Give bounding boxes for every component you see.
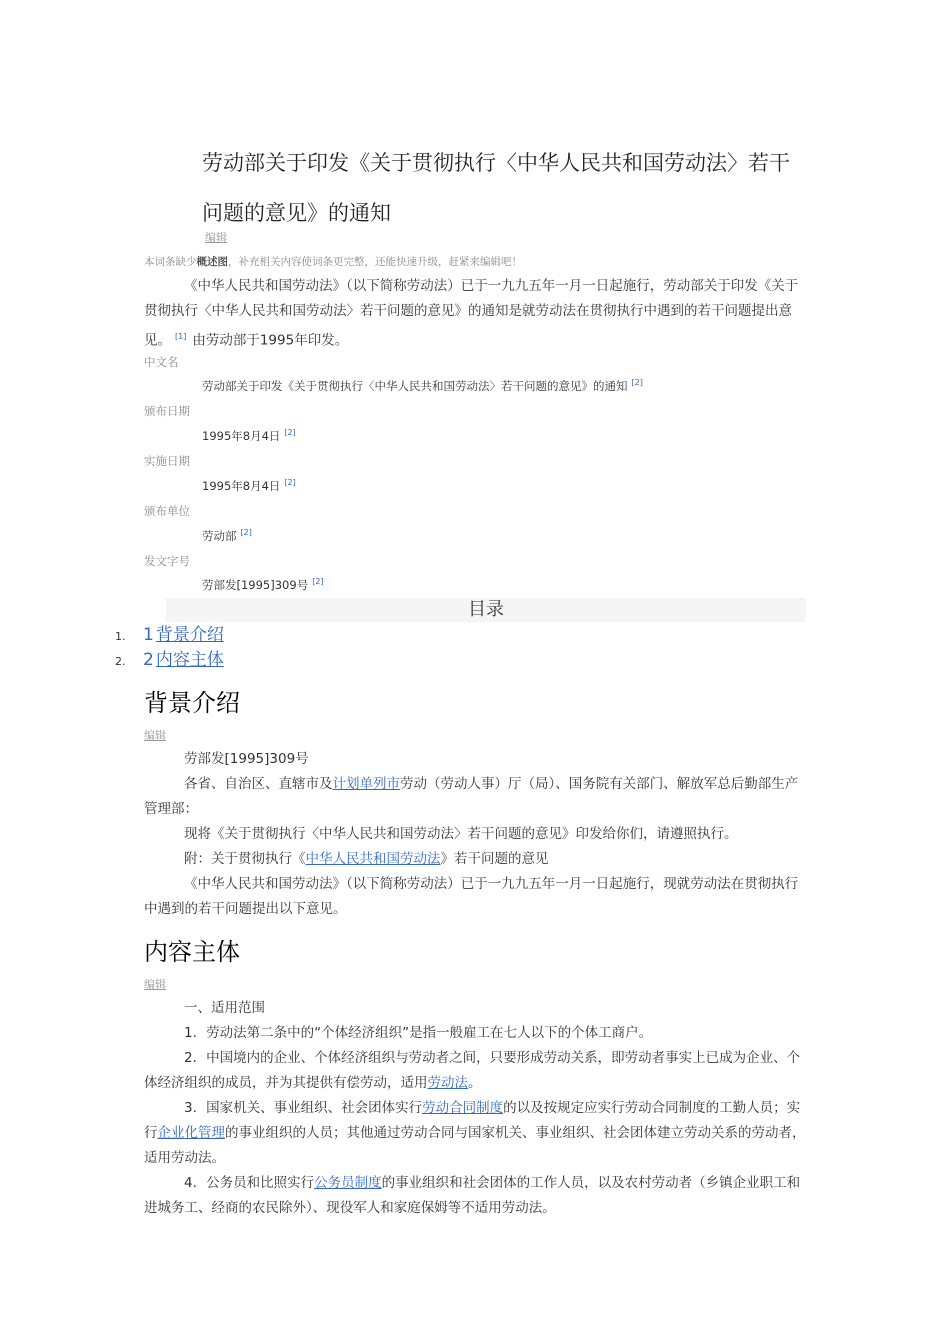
item-1: 1．劳动法第二条中的“个体经济组织”是指一般雇工在七人以下的个体工商户。 xyxy=(184,1025,653,1041)
instruction-paragraph: 现将《关于贯彻执行〈中华人民共和国劳动法〉若干问题的意见》印发给你们，请遵照执行。 xyxy=(184,826,738,842)
info-label-effective-date: 实施日期 xyxy=(144,454,190,468)
heading-content: 内容主体 xyxy=(144,938,240,966)
toc-item-background[interactable] xyxy=(115,623,224,649)
text-segment: 4．公务员和比照实行 xyxy=(184,1175,315,1191)
heading-background: 背景介绍 xyxy=(144,689,240,717)
edit-link-title[interactable]: 编辑 xyxy=(205,231,227,244)
notice-text-after: ，补充相关内容使词条更完整，还能快速升级，赶紧来编辑吧！ xyxy=(228,256,522,268)
edit-link-content[interactable]: 编辑 xyxy=(144,978,166,991)
info-value-effective-date xyxy=(202,478,302,494)
info-ref[interactable]: [2] xyxy=(284,478,296,488)
text-segment: 劳动（劳动人事）厅（局）、国务院有关部门、解放军总后勤部生产管理部： xyxy=(144,776,799,817)
notice-bold: 概述图 xyxy=(196,256,228,268)
info-value-issue-date xyxy=(202,428,302,444)
toc-number: 1. xyxy=(115,630,126,643)
item-3 xyxy=(144,1096,806,1171)
info-ref[interactable]: [2] xyxy=(631,378,643,388)
doc-number-line: 劳部发[1995]309号 xyxy=(184,751,309,767)
toc-title: 目录 xyxy=(166,598,806,622)
toc-link-content[interactable]: 内容主体 xyxy=(155,650,224,670)
summary-tail: 由劳动部于1995年印发。 xyxy=(192,332,349,349)
link-labor-law[interactable]: 中华人民共和国劳动法 xyxy=(305,851,441,867)
summary-paragraph xyxy=(144,274,806,354)
attachment-paragraph xyxy=(144,847,806,872)
link-civil-servant-system[interactable]: 公务员制度 xyxy=(314,1175,382,1191)
toc-number: 2. xyxy=(115,655,126,668)
section-scope: 一、适用范围 xyxy=(184,1000,265,1016)
info-value-chinese-name xyxy=(202,378,649,394)
title-line-2: 问题的意见》的通知 xyxy=(202,201,391,225)
summary-ref[interactable]: [1] xyxy=(175,332,187,341)
toc-link-background[interactable]: 背景介绍 xyxy=(155,625,224,645)
missing-image-notice xyxy=(144,254,522,269)
text-segment: 。 xyxy=(468,1075,482,1091)
info-value-text: 劳动部关于印发《关于贯彻执行〈中华人民共和国劳动法〉若干问题的意见》的通知 xyxy=(202,379,628,393)
info-value-text: 劳部发[1995]309号 xyxy=(202,578,309,592)
intro-paragraph: 《中华人民共和国劳动法》（以下简称劳动法）已于一九九五年一月一日起施行，现就劳动法在贯彻执行中遇到的若干问题提出以下意见。 xyxy=(144,876,799,917)
recipients-paragraph xyxy=(144,772,806,822)
link-labor-law-2[interactable]: 劳动法 xyxy=(427,1075,468,1091)
text-segment: 附：关于贯彻执行《 xyxy=(184,851,306,867)
info-value-issuer xyxy=(202,528,258,544)
item-2 xyxy=(144,1046,806,1096)
info-ref[interactable]: [2] xyxy=(284,428,296,438)
title-line-1: 劳动部关于印发《关于贯彻执行〈中华人民共和国劳动法〉若干 xyxy=(202,151,790,175)
info-ref[interactable]: [2] xyxy=(240,528,252,538)
info-value-doc-number xyxy=(202,577,330,593)
link-enterprise-management[interactable]: 企业化管理 xyxy=(157,1125,225,1141)
toc-index: 2 xyxy=(143,650,154,670)
text-segment: 的事业组织和社会团体的工作人员，以及农村劳动者（乡镇企业职工和进城务工、经商的农民除外）、现役军人和家庭保姆等不适用劳动法。 xyxy=(144,1175,801,1216)
info-label-chinese-name: 中文名 xyxy=(144,355,179,369)
text-segment: 的事业组织的人员；其他通过劳动合同与国家机关、事业组织、社会团体建立劳动关系的劳动者，适用劳动法。 xyxy=(144,1125,806,1166)
page-title xyxy=(202,138,802,238)
info-value-text: 1995年8月4日 xyxy=(202,479,281,493)
edit-link-background[interactable]: 编辑 xyxy=(144,729,166,742)
info-label-issue-date: 颁布日期 xyxy=(144,404,190,418)
text-segment: 3．国家机关、事业组织、社会团体实行 xyxy=(184,1100,423,1116)
info-label-issuer: 颁布单位 xyxy=(144,504,190,518)
info-label-doc-number: 发文字号 xyxy=(144,554,190,568)
info-ref[interactable]: [2] xyxy=(312,577,324,587)
text-segment: 各省、自治区、直辖市及 xyxy=(184,776,333,792)
text-segment: 的以及按规定应实行劳动合同制度的工勤人员；实行 xyxy=(144,1100,801,1141)
link-labor-contract-system[interactable]: 劳动合同制度 xyxy=(422,1100,504,1116)
toc-index: 1 xyxy=(143,625,154,645)
text-segment: 2．中国境内的企业、个体经济组织与劳动者之间，只要形成劳动关系，即劳动者事实上已成为企业、个体经济组织的成员，并为其提供有偿劳动，适用 xyxy=(144,1050,801,1091)
info-value-text: 1995年8月4日 xyxy=(202,429,281,443)
notice-text-before: 本词条缺少 xyxy=(144,256,197,268)
link-planned-cities[interactable]: 计划单列市 xyxy=(332,776,400,792)
text-segment: 》若干问题的意见 xyxy=(440,851,549,867)
item-4 xyxy=(144,1171,806,1221)
info-value-text: 劳动部 xyxy=(202,529,237,543)
toc-item-content[interactable] xyxy=(115,648,224,674)
summary-text: 《中华人民共和国劳动法》（以下简称劳动法）已于一九九五年一月一日起施行，劳动部关于印发《关于贯彻执行〈中华人民共和国劳动法〉若干问题的意见》的通知是就劳动法在贯彻执行中遇到的若干问题提出意见。 xyxy=(144,278,799,349)
